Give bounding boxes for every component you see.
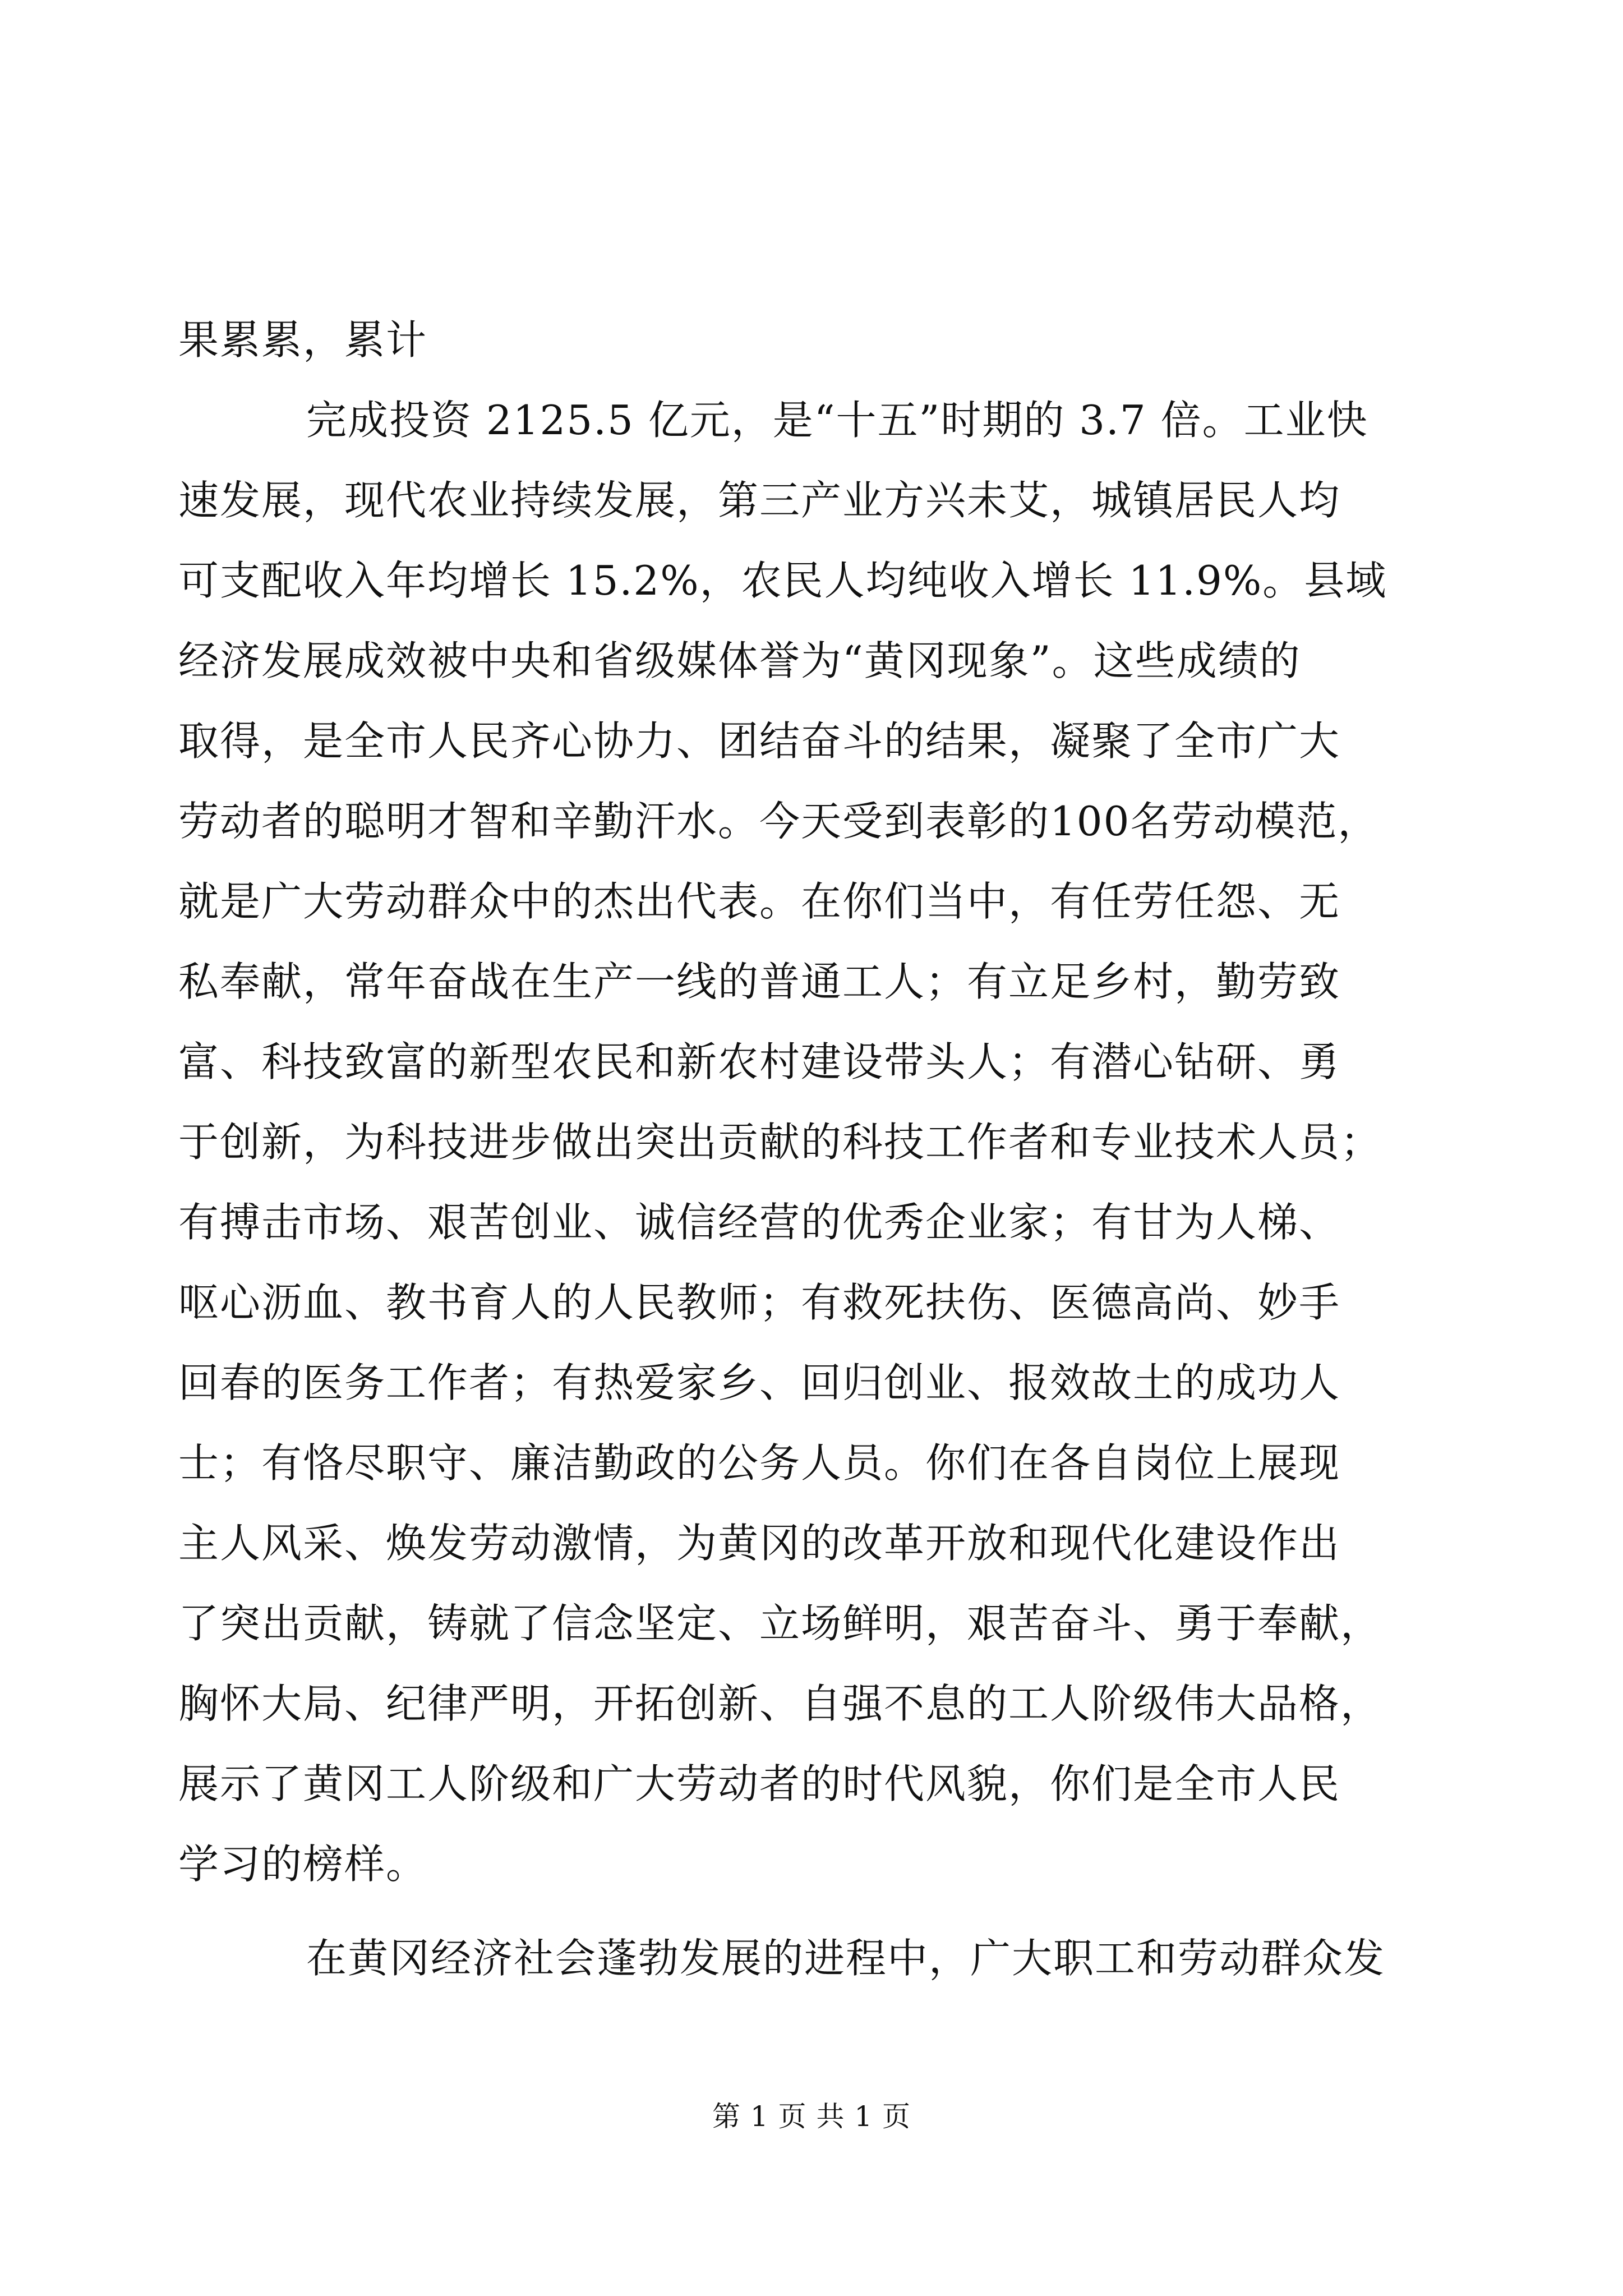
paragraph-line: 士；有恪尽职守、廉洁勤政的公务人员。你们在各自岗位上展现 bbox=[178, 1439, 1341, 1487]
paragraph-line: 主人风采、焕发劳动激情，为黄冈的改革开放和现代化建设作出 bbox=[178, 1520, 1341, 1567]
paragraph-line: 取得，是全市人民齐心协力、团结奋斗的结果，凝聚了全市广大 bbox=[178, 717, 1341, 765]
paragraph-line: 于创新，为科技进步做出突出贡献的科技工作者和专业技术人员； bbox=[178, 1119, 1382, 1166]
paragraph-line: 速发展，现代农业持续发展，第三产业方兴未艾，城镇居民人均 bbox=[178, 477, 1341, 524]
text-line: 果累累，累计 bbox=[178, 316, 428, 364]
page-footer: 第 1 页 共 1 页 bbox=[712, 2100, 911, 2133]
paragraph-line: 胸怀大局、纪律严明，开拓创新、自强不息的工人阶级伟大品格， bbox=[178, 1680, 1382, 1727]
paragraph-line: 私奉献，常年奋战在生产一线的普通工人；有立足乡村，勤劳致 bbox=[178, 958, 1341, 1005]
paragraph-line: 有搏击市场、艰苦创业、诚信经营的优秀企业家；有甘为人梯、 bbox=[178, 1199, 1341, 1246]
paragraph-line: 富、科技致富的新型农民和新农村建设带头人；有潜心钻研、勇 bbox=[178, 1038, 1341, 1085]
paragraph-line: 完成投资 2125.5 亿元，是“十五”时期的 3.7 倍。工业快 bbox=[306, 397, 1368, 444]
paragraph-line: 可支配收入年均增长 15.2%，农民人均纯收入增长 11.9%。县域 bbox=[178, 557, 1387, 604]
paragraph-line: 了突出贡献，铸就了信念坚定、立场鲜明，艰苦奋斗、勇于奉献， bbox=[178, 1600, 1382, 1647]
paragraph-line: 劳动者的聪明才智和辛勤汗水。今天受到表彰的100名劳动模范， bbox=[178, 798, 1380, 845]
paragraph-line: 展示了黄冈工人阶级和广大劳动者的时代风貌，你们是全市人民 bbox=[178, 1760, 1341, 1807]
paragraph-line: 经济发展成效被中央和省级媒体誉为“黄冈现象”。这些成绩的 bbox=[178, 637, 1301, 684]
paragraph-line: 回春的医务工作者；有热爱家乡、回归创业、报效故土的成功人 bbox=[178, 1359, 1341, 1406]
paragraph-line: 就是广大劳动群众中的杰出代表。在你们当中，有任劳任怨、无 bbox=[178, 878, 1341, 925]
paragraph-line: 学习的榜样。 bbox=[178, 1841, 428, 1888]
paragraph-line: 在黄冈经济社会蓬勃发展的进程中，广大职工和劳动群众发 bbox=[306, 1935, 1386, 1982]
paragraph-line: 呕心沥血、教书育人的人民教师；有救死扶伤、医德高尚、妙手 bbox=[178, 1279, 1341, 1326]
